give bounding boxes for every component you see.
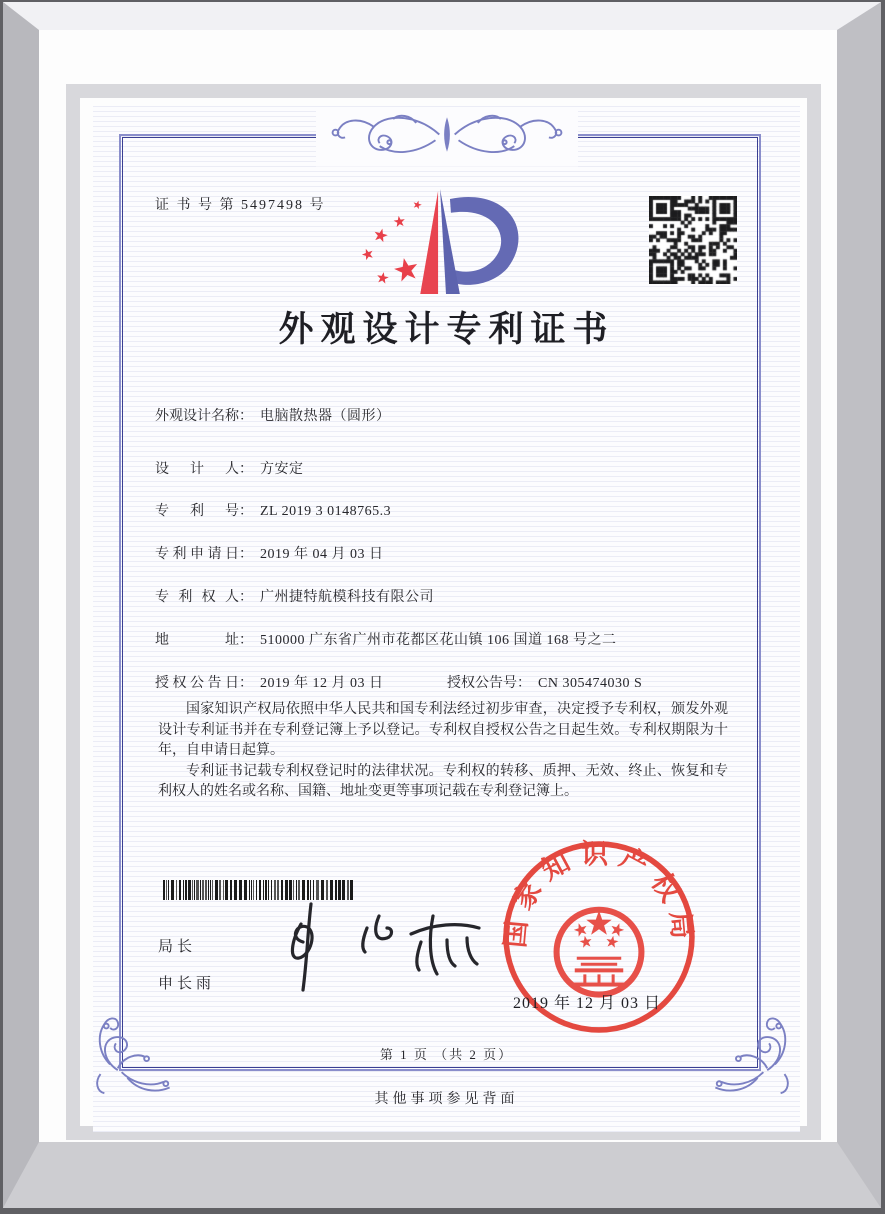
field-colon: ： xyxy=(239,504,253,519)
field-value: 方安定 xyxy=(260,462,304,477)
certificate-title: 外观设计专利证书 xyxy=(278,310,615,349)
grant-number-pair xyxy=(447,672,642,692)
field-colon: ： xyxy=(239,547,253,562)
legal-text xyxy=(158,700,728,803)
field-value: CN 305474030 S xyxy=(538,676,643,691)
field-value: 广州捷特航模科技有限公司 xyxy=(260,590,434,605)
field-row-designer xyxy=(155,458,740,478)
field-label: 地址 xyxy=(155,633,239,648)
issuer-title: 局长 xyxy=(158,939,197,955)
field-label: 专利申请日 xyxy=(155,547,239,562)
field-label: 授权公告号 xyxy=(447,676,517,691)
field-label: 授权公告日 xyxy=(155,676,239,691)
field-value: 2019 年 04 月 03 日 xyxy=(260,547,384,562)
cnipa-logo xyxy=(351,182,539,302)
field-colon: ： xyxy=(239,409,253,424)
field-label: 专利权人 xyxy=(155,590,239,605)
certificate-number: 证 书 号 第 5497498 号 xyxy=(155,198,326,213)
field-value: 电脑散热器（圆形） xyxy=(260,409,391,424)
page-number: 第 1 页 （共 2 页） xyxy=(379,1047,514,1062)
field-value: ZL 2019 3 0148765.3 xyxy=(260,504,392,519)
field-value: 510000 广东省广州市花都区花山镇 106 国道 168 号之二 xyxy=(260,633,617,648)
legal-paragraph-1: 国家知识产权局依照中华人民共和国专利法经过初步审查，决定授予专利权，颁发外观设计专利证书并在专利登记簿上予以登记。专利权自授权公告之日起生效。专利权期限为十年，自申请日起算。 xyxy=(158,702,728,758)
field-value: 2019 年 12 月 03 日 xyxy=(260,676,384,691)
field-label: 设计人 xyxy=(155,462,239,477)
field-label: 专利号 xyxy=(155,504,239,519)
qr-code xyxy=(649,196,737,284)
field-row-patentee xyxy=(155,586,740,606)
field-row-design-name xyxy=(155,405,740,425)
issuer-name: 申长雨 xyxy=(158,976,216,992)
national-emblem xyxy=(557,910,642,995)
field-colon: ： xyxy=(239,676,253,691)
legal-paragraph-2: 专利证书记载专利权登记时的法律状况。专利权的转移、质押、无效、终止、恢复和专利权人的姓名或名称、国籍、地址变更等事项记载在专利登记簿上。 xyxy=(158,763,728,799)
seal-date: 2019 年 12 月 03 日 xyxy=(513,995,662,1012)
signature-shen-changyu xyxy=(275,894,505,1004)
field-row-address xyxy=(155,629,740,649)
seal-agency-text: 国家知识产权局 xyxy=(501,839,697,950)
svg-text:国家知识产权局 xyxy=(501,839,697,949)
certificate-paper xyxy=(93,106,800,1132)
back-side-note: 其他事项参见背面 xyxy=(374,1092,519,1107)
field-colon: ： xyxy=(239,590,253,605)
field-row-grant xyxy=(155,672,740,692)
field-row-filing-date xyxy=(155,543,740,563)
field-colon: ： xyxy=(239,462,253,477)
field-row-patent-number xyxy=(155,500,740,520)
field-label: 外观设计名称 xyxy=(155,409,239,424)
field-colon: ： xyxy=(239,633,253,648)
field-colon: ： xyxy=(517,676,531,691)
